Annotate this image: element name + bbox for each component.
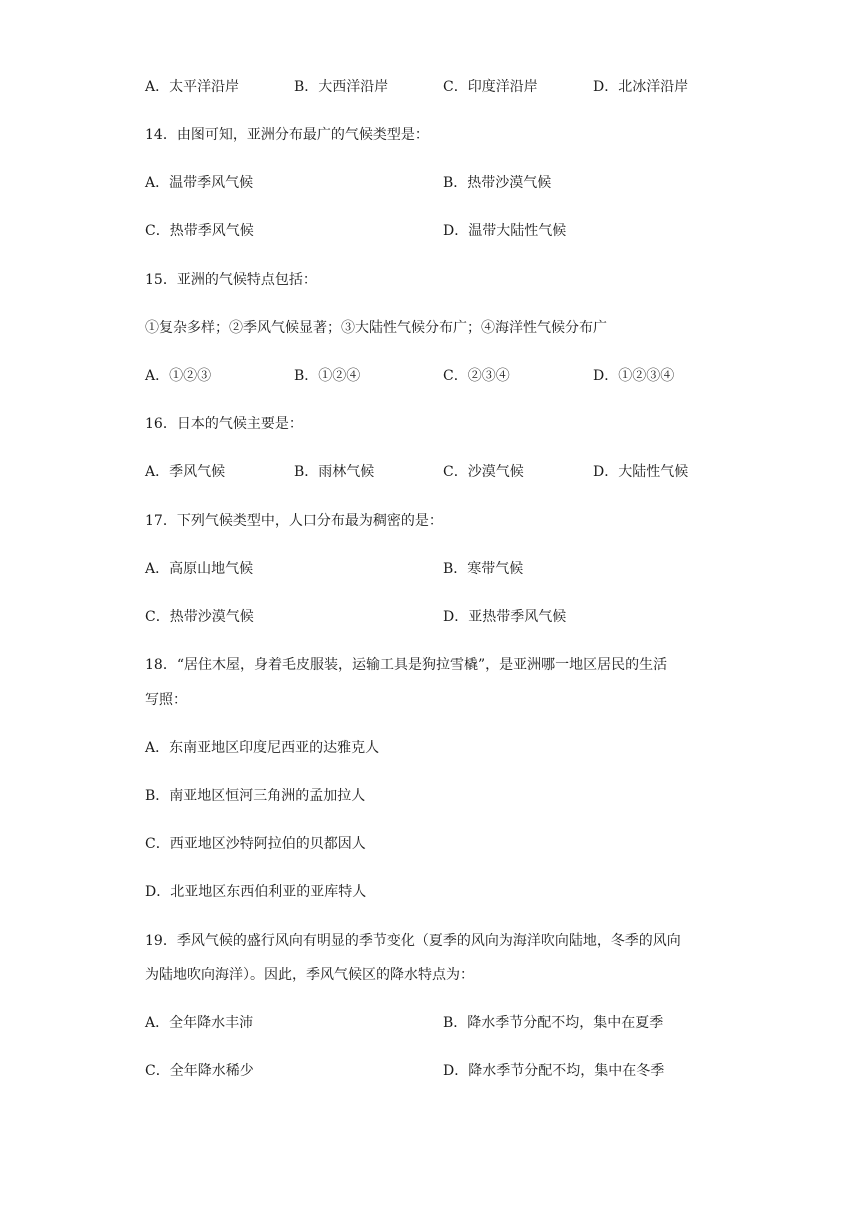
q16-option-b: B．雨林气候 (294, 464, 375, 480)
q19-stem-line-1: 19．季风气候的盛行风向有明显的季节变化（夏季的风向为海洋吹向陆地，冬季的风向 (145, 933, 681, 949)
q14-option-b: B．热带沙漠气候 (443, 175, 552, 191)
q17-option-b: B．寒带气候 (443, 561, 524, 577)
q14-option-c: C．热带季风气候 (145, 223, 254, 239)
q16-option-a: A．季风气候 (145, 464, 226, 480)
q13-option-c: C．印度洋沿岸 (443, 79, 538, 95)
q18-option-d: D．北亚地区东西伯利亚的亚库特人 (145, 884, 367, 900)
q18-option-b: B．南亚地区恒河三角洲的孟加拉人 (145, 788, 366, 804)
q15-option-c: C．②③④ (443, 368, 510, 384)
q14-option-d: D．温带大陆性气候 (443, 223, 567, 239)
q17-option-a: A．高原山地气候 (145, 561, 254, 577)
q19-stem-line-2: 为陆地吹向海洋）。因此，季风气候区的降水特点为： (145, 967, 474, 983)
q19-option-d: D．降水季节分配不均，集中在冬季 (443, 1063, 665, 1079)
q13-option-a: A．太平洋沿岸 (145, 79, 240, 95)
q17-option-d: D．亚热带季风气候 (443, 609, 567, 625)
q13-option-b: B．大西洋沿岸 (294, 79, 389, 95)
q16-option-d: D．大陆性气候 (593, 464, 689, 480)
q18-stem-line-1: 18．“居住木屋，身着毛皮服装，运输工具是狗拉雪橇”，是亚洲哪一地区居民的生活 (145, 657, 668, 673)
q16-option-c: C．沙漠气候 (443, 464, 524, 480)
q15-stem: 15．亚洲的气候特点包括： (145, 272, 317, 288)
q17-option-c: C．热带沙漠气候 (145, 609, 254, 625)
q17-stem: 17．下列气候类型中，人口分布最为稠密的是： (145, 513, 443, 529)
q19-option-c: C．全年降水稀少 (145, 1063, 254, 1079)
q18-option-c: C．西亚地区沙特阿拉伯的贝都因人 (145, 836, 366, 852)
q14-stem: 14．由图可知，亚洲分布最广的气候类型是： (145, 127, 429, 143)
q15-option-d: D．①②③④ (593, 368, 675, 384)
q18-stem-line-2: 写照： (145, 692, 187, 708)
q13-option-d: D．北冰洋沿岸 (593, 79, 689, 95)
q15-option-a: A．①②③ (145, 368, 212, 384)
q18-option-a: A．东南亚地区印度尼西亚的达雅克人 (145, 740, 380, 756)
q15-option-b: B．①②④ (294, 368, 361, 384)
q19-option-a: A．全年降水丰沛 (145, 1015, 254, 1031)
q15-statement: ①复杂多样；②季风气候显著；③大陆性气候分布广；④海洋性气候分布广 (145, 320, 607, 336)
q19-option-b: B．降水季节分配不均，集中在夏季 (443, 1015, 664, 1031)
q14-option-a: A．温带季风气候 (145, 175, 254, 191)
q16-stem: 16．日本的气候主要是： (145, 416, 303, 432)
